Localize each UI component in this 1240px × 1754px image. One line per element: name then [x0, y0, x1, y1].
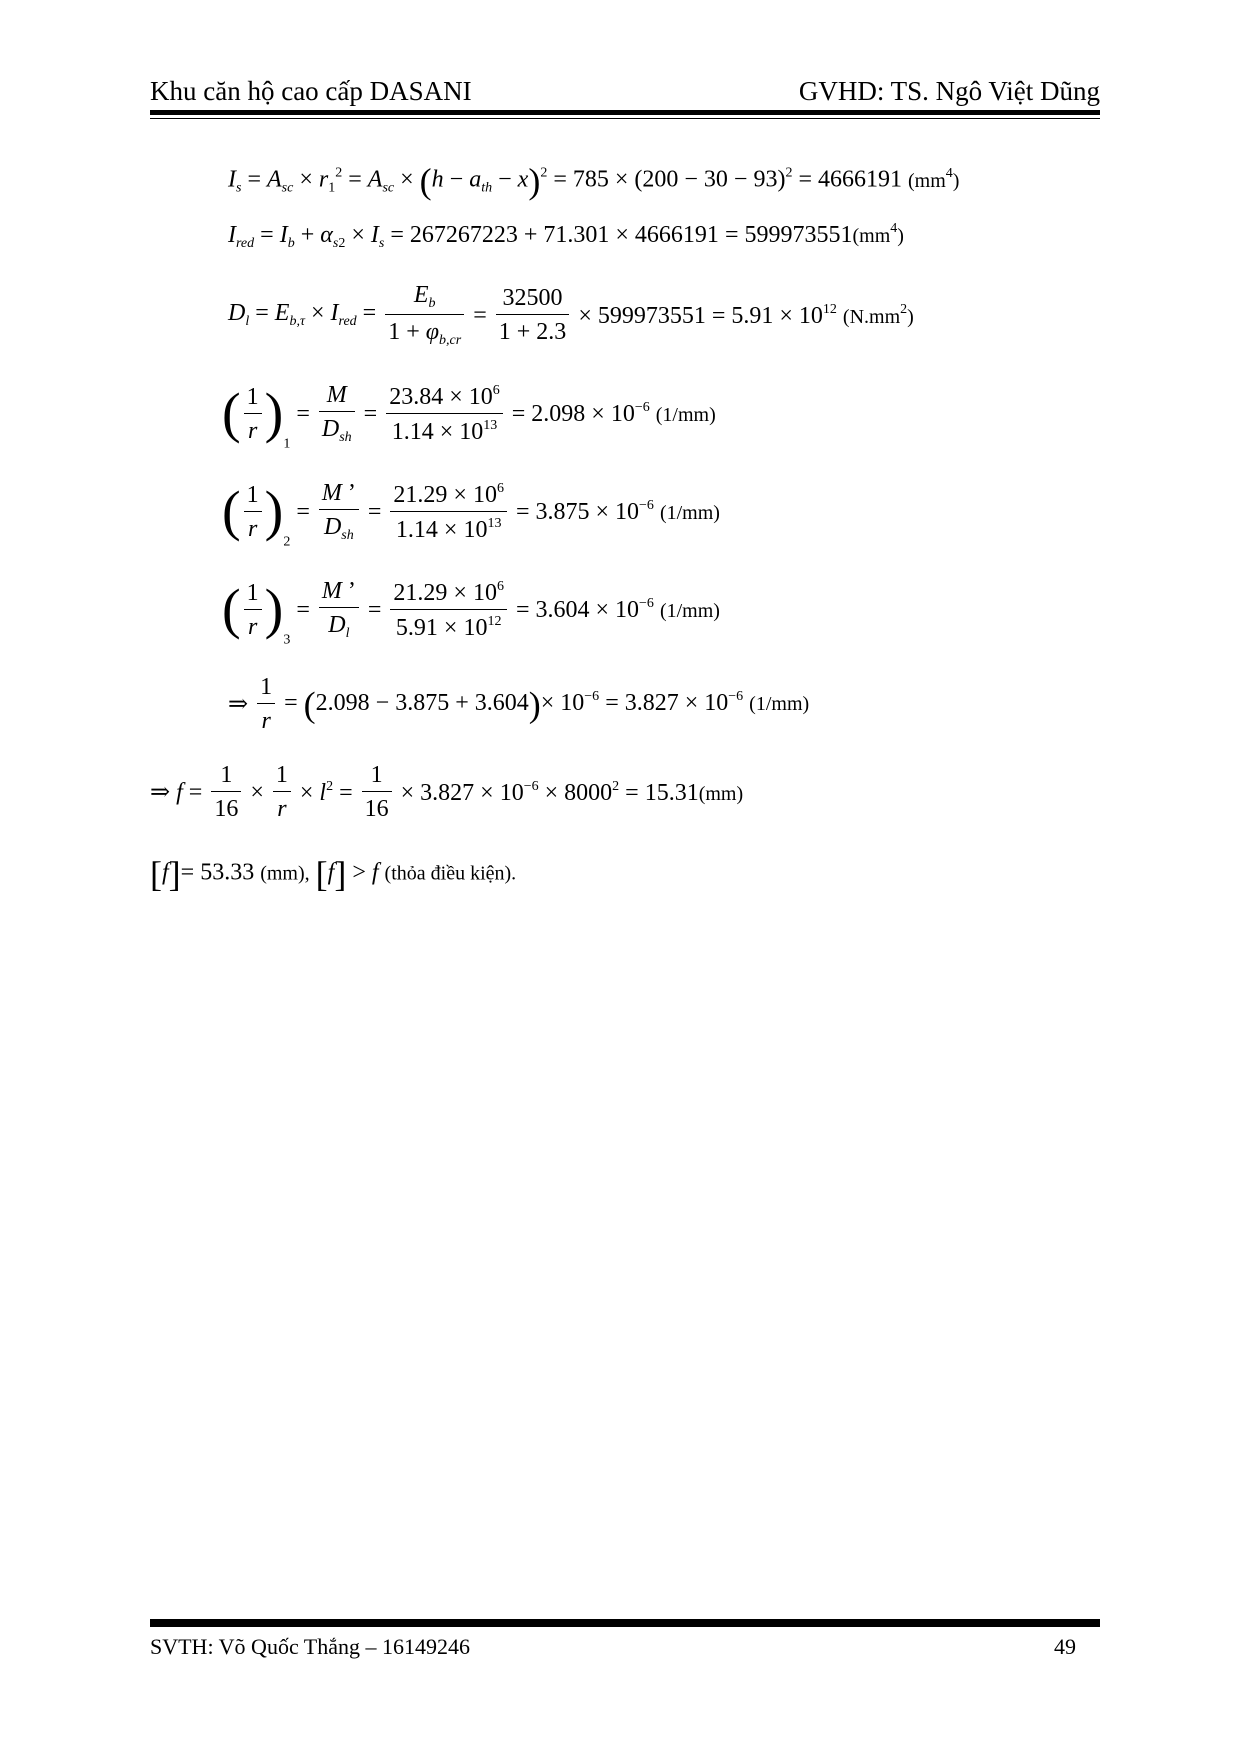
eq3-den: 1 + 2.3 — [498, 319, 567, 346]
eq1-result: 4666191 — [818, 166, 902, 193]
header-rule-thick — [150, 110, 1100, 115]
equation-total-curvature: ⇒ $\frac{1}{r}$ = $(2.098 - 3.875 + 3.604)\times 10^{-6} = 3.827 \times 10^{-6}$ (1/mm) — [228, 674, 810, 735]
equation-ired: $I_{red} = I_b + \alpha_{s2} \times I_s = 267267223 + 71.301 \times 4666191 = 599973551(mm^4)$ — [228, 221, 904, 251]
eq2-expr: 267267223 + 71.301 × 4666191 — [409, 222, 719, 248]
footer-student: SVTH: Võ Quốc Thắng – 16149246 — [150, 1634, 471, 1659]
equation-is: $I_s = A_{sc} \times r_1^2 = A_{sc} \times (h - a_{th} - x)^2 = 785 \times (200 - 30 - 93)^2 = 4666191$ $(mm^4)$ — [228, 161, 960, 201]
eq2-result: 599973551 — [744, 222, 853, 248]
eq1-numbers: 785 × (200 − 30 − 93) — [572, 166, 786, 193]
equation-curvature-3: ( $\frac{1}{r}$ )$_3$ = $\frac{M ’}{D_l}$ = $\frac{21.29 \times 10^6}{5.91 \times 10^{12}}$ = $3.604 \times 10^{-6}$ (1/mm) — [222, 578, 720, 648]
footer-rule — [150, 1619, 1100, 1627]
header-advisor: GVHD: TS. Ngô Việt Dũng — [798, 76, 1100, 106]
eq3-num: 32500 — [496, 285, 570, 315]
equation-curvature-2: ( $\frac{1}{r}$ )$_2$ = $\frac{M ’}{D_{sh}}$ = $\frac{21.29 \times 10^6}{1.14 \times 10^{13}}$ = $3.875 \times 10^{-6}$ (1/mm) — [222, 480, 720, 550]
conclusion-line: [f]= 53.33 (mm), [f] > f (thỏa điều kiện). — [150, 854, 517, 894]
equation-curvature-1: ( $\frac{1}{r}$ )$_1$ = $\frac{M}{D_{sh}}$ = $\frac{23.84 \times 10^6}{1.14 \times 10^{13}}$ = $2.098 \times 10^{-6}$ (1/mm) — [222, 382, 716, 452]
equation-dl: $D_l = E_{b,\tau} \times I_{red}$ = $\frac{E_b}{1 + \varphi_{b,cr}}$ = $\frac{32500}{1 + 2.3}$ × $599973551 = 5.91 \times 10^{12}$ $(N.mm^2)$ — [228, 282, 914, 349]
equation-deflection: ⇒ f = $\frac{1}{16}$ × $\frac{1}{r}$ × $l^2$ = $\frac{1}{16}$ × $3.827 \times 10^{-6} \times 8000^2 = 15.31(mm)$ — [150, 762, 744, 823]
header-rule-thin — [150, 118, 1100, 119]
header-title: Khu căn hộ cao cấp DASANI — [150, 76, 472, 106]
page-number: 49 — [1054, 1634, 1076, 1659]
eq3-mult: × 599973551 = 5.91 × 10 — [578, 302, 823, 329]
